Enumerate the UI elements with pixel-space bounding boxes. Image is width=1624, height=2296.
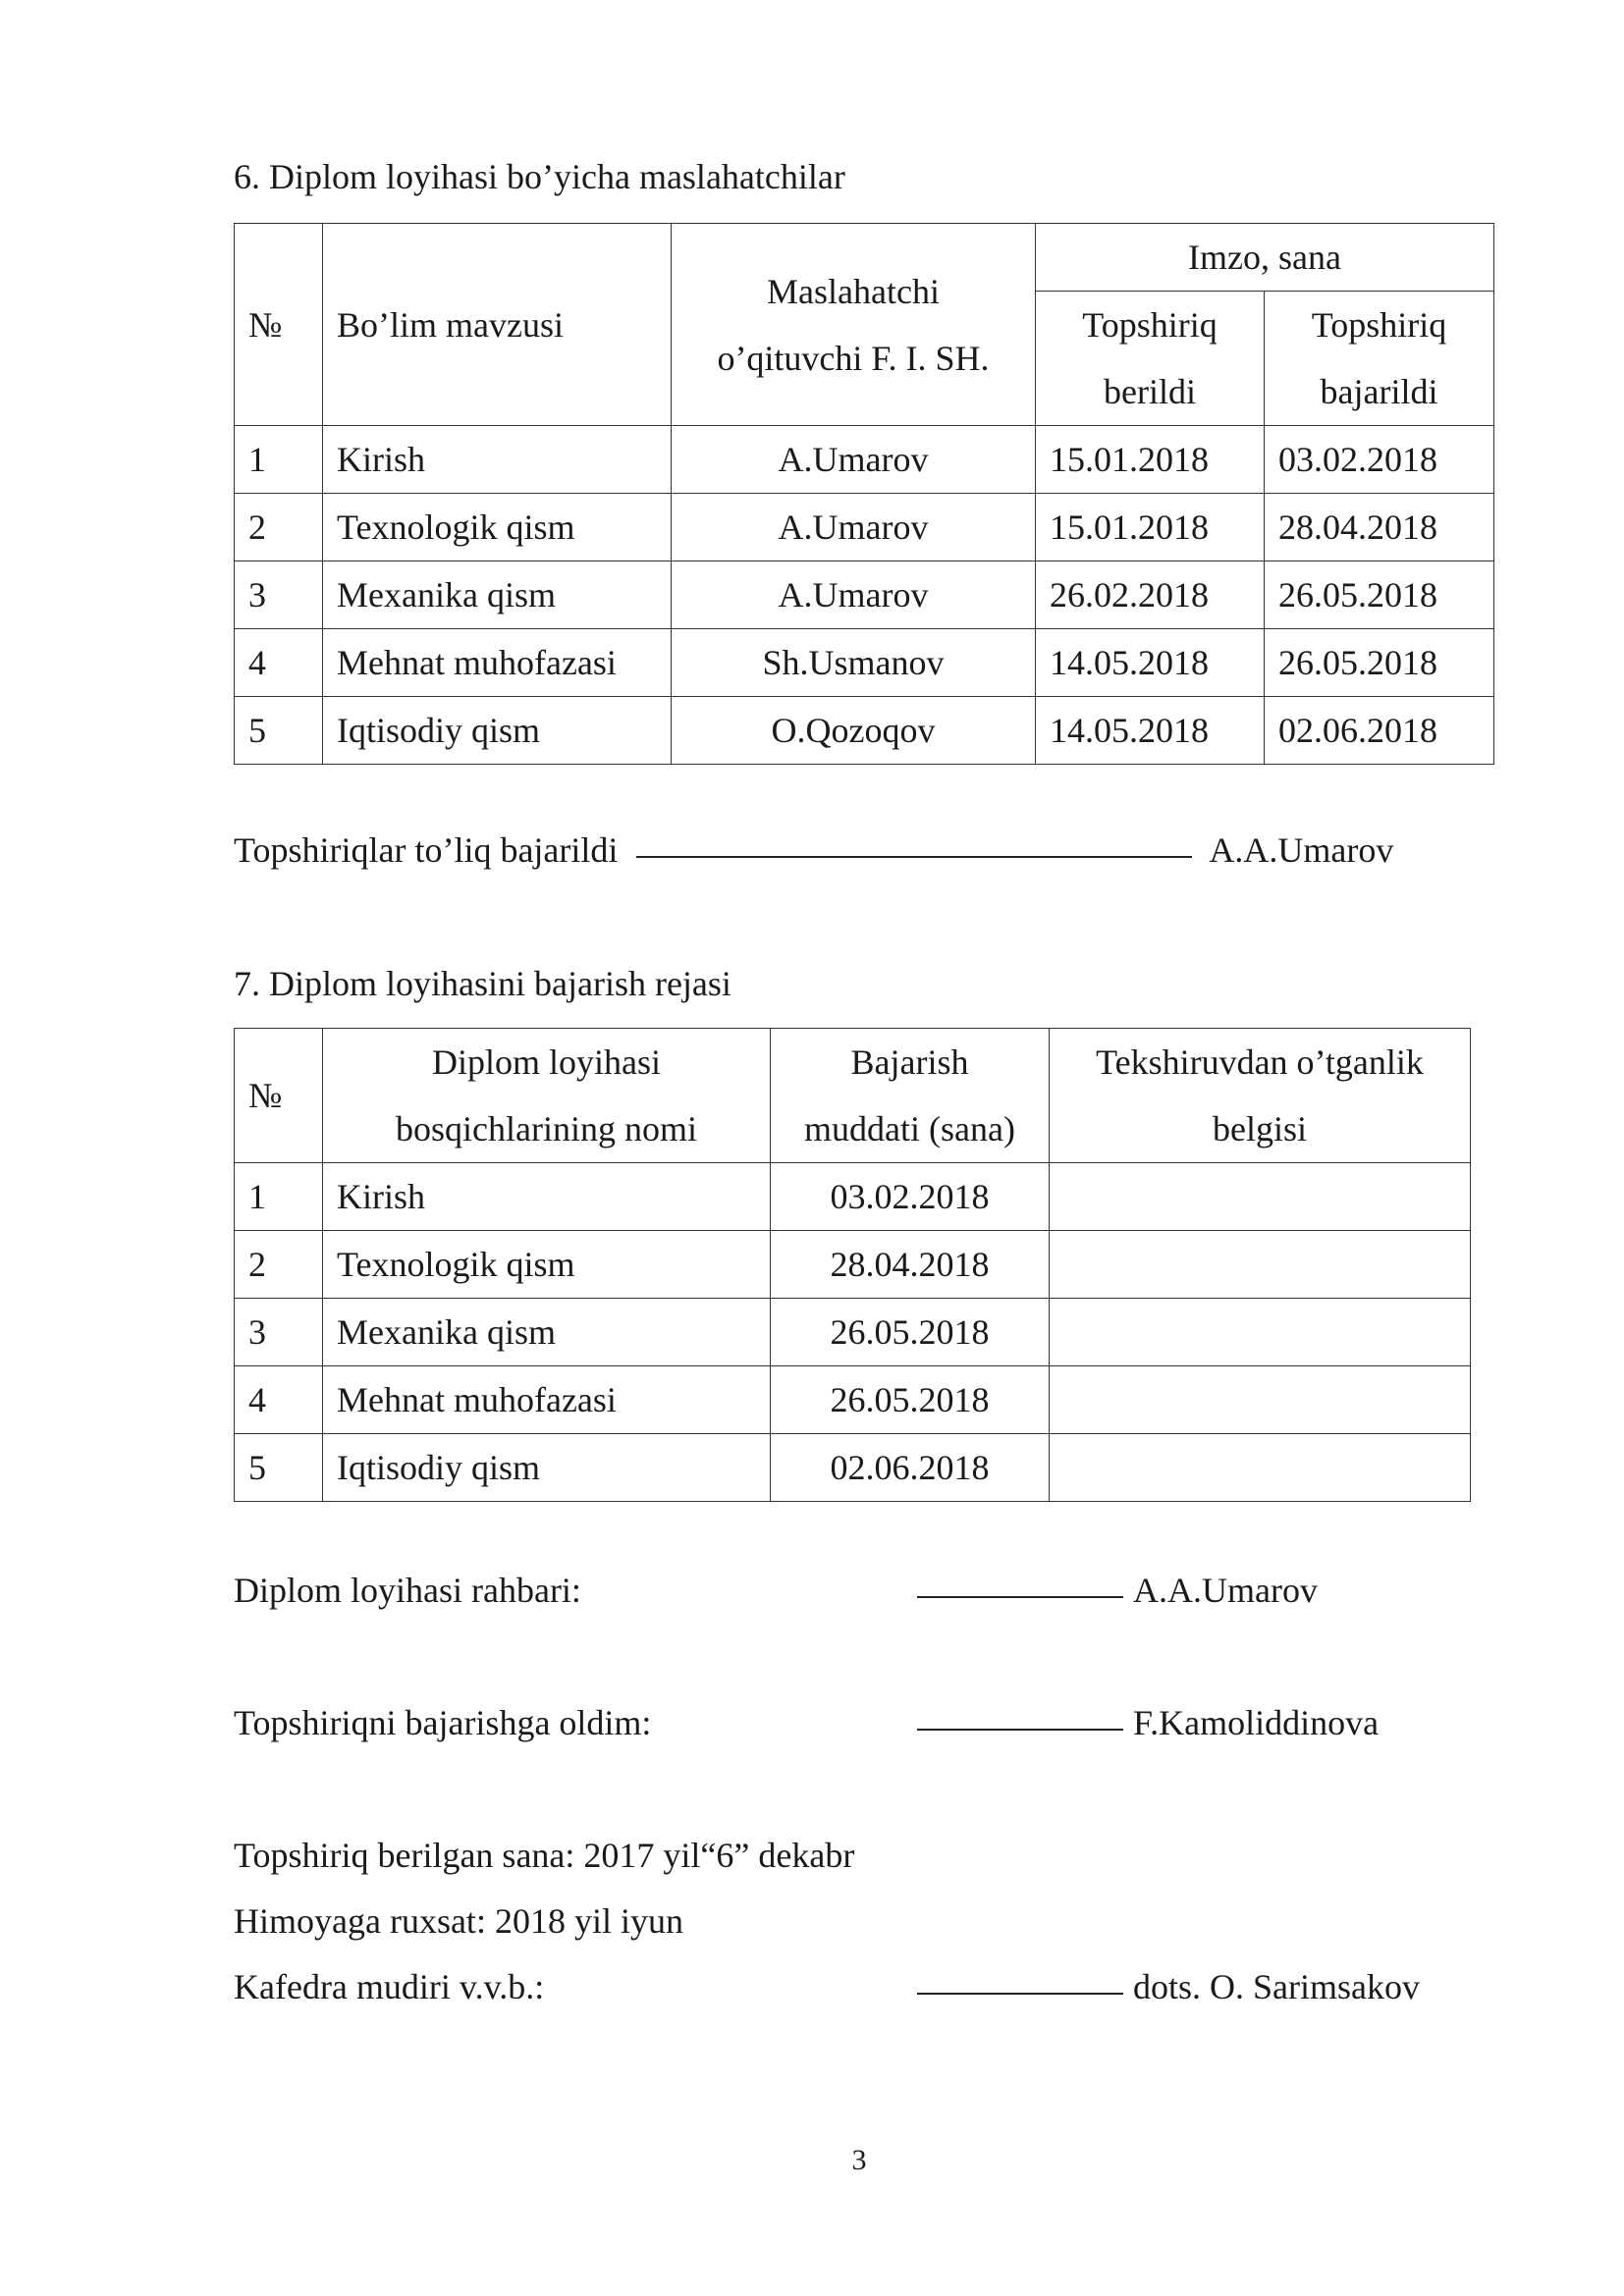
row-num: 5 — [235, 697, 323, 765]
row-done: 26.05.2018 — [1265, 629, 1494, 697]
defense-permit: Himoyaga ruxsat: 2018 yil iyun — [234, 1901, 683, 1941]
row-check — [1050, 1366, 1471, 1434]
table-row — [235, 561, 1494, 629]
row-check — [1050, 1434, 1471, 1502]
row-done: 03.02.2018 — [1265, 426, 1494, 494]
row-deadline: 03.02.2018 — [771, 1163, 1050, 1231]
row-deadline: 02.06.2018 — [771, 1434, 1050, 1502]
row-advisor: Sh.Usmanov — [672, 629, 1036, 697]
table-row — [235, 1434, 1471, 1502]
row-stage: Texnologik qism — [323, 1231, 771, 1299]
row-num: 3 — [235, 561, 323, 629]
header-sign-date: Imzo, sana — [1036, 224, 1494, 292]
row-advisor: A.Umarov — [672, 494, 1036, 561]
supervisor-label: Diplom loyihasi rahbari: — [234, 1571, 581, 1610]
signature-blank — [917, 1993, 1123, 1995]
row-num: 2 — [235, 1231, 323, 1299]
tasks-completed-line — [234, 828, 1393, 872]
row-given: 15.01.2018 — [1036, 426, 1265, 494]
supervisor-name: A.A.Umarov — [1133, 1571, 1318, 1610]
header-deadline: Bajarish muddati (sana) — [771, 1029, 1050, 1163]
header-advisor: Maslahatchi o’qituvchi F. I. SH. — [672, 224, 1036, 426]
advisors-table — [234, 223, 1494, 765]
row-num: 4 — [235, 629, 323, 697]
row-num: 4 — [235, 1366, 323, 1434]
row-stage: Kirish — [323, 1163, 771, 1231]
row-stage: Mehnat muhofazasi — [323, 1366, 771, 1434]
row-topic: Iqtisodiy qism — [323, 697, 672, 765]
accepted-name: F.Kamoliddinova — [1133, 1703, 1380, 1742]
table-row — [235, 1366, 1471, 1434]
plan-table — [234, 1028, 1471, 1502]
row-check — [1050, 1299, 1471, 1366]
header-done: Topshiriq bajarildi — [1265, 292, 1494, 426]
row-given: 14.05.2018 — [1036, 697, 1265, 765]
header-stage: Diplom loyihasi bosqichlarining nomi — [323, 1029, 771, 1163]
supervisor-signature — [917, 1569, 1318, 1612]
table-row — [235, 494, 1494, 561]
table-row — [235, 697, 1494, 765]
table-row — [235, 1231, 1471, 1299]
row-advisor: A.Umarov — [672, 426, 1036, 494]
header-check: Tekshiruvdan o’tganlik belgisi — [1050, 1029, 1471, 1163]
row-done: 26.05.2018 — [1265, 561, 1494, 629]
table-row — [235, 629, 1494, 697]
row-num: 1 — [235, 426, 323, 494]
row-check — [1050, 1163, 1471, 1231]
row-advisor: A.Umarov — [672, 561, 1036, 629]
row-num: 5 — [235, 1434, 323, 1502]
row-num: 2 — [235, 494, 323, 561]
table-row — [235, 1299, 1471, 1366]
head-label: Kafedra mudiri v.v.b.: — [234, 1967, 545, 2006]
row-deadline: 26.05.2018 — [771, 1366, 1050, 1434]
signature-blank — [917, 1596, 1123, 1598]
issued-date: Topshiriq berilgan sana: 2017 yil“6” dekabr — [234, 1836, 855, 1875]
row-given: 26.02.2018 — [1036, 561, 1265, 629]
row-check — [1050, 1231, 1471, 1299]
row-topic: Mexanika qism — [323, 561, 672, 629]
row-done: 02.06.2018 — [1265, 697, 1494, 765]
tasks-completed-name: A.A.Umarov — [1209, 830, 1394, 870]
header-num: № — [235, 224, 323, 426]
row-advisor: O.Qozoqov — [672, 697, 1036, 765]
accepted-label: Topshiriqni bajarishga oldim: — [234, 1703, 652, 1742]
accepted-signature — [917, 1701, 1379, 1744]
signature-blank — [917, 1729, 1123, 1731]
header-topic: Bo’lim mavzusi — [323, 224, 672, 426]
row-done: 28.04.2018 — [1265, 494, 1494, 561]
row-stage: Mexanika qism — [323, 1299, 771, 1366]
row-deadline: 26.05.2018 — [771, 1299, 1050, 1366]
header-num: № — [235, 1029, 323, 1163]
row-topic: Kirish — [323, 426, 672, 494]
page-number: 3 — [851, 2144, 867, 2176]
table-row — [235, 426, 1494, 494]
row-given: 15.01.2018 — [1036, 494, 1265, 561]
head-signature — [917, 1965, 1420, 2008]
row-given: 14.05.2018 — [1036, 629, 1265, 697]
table-row — [235, 1163, 1471, 1231]
section6-title: 6. Diplom loyihasi bo’yicha maslahatchilar — [234, 157, 845, 196]
row-stage: Iqtisodiy qism — [323, 1434, 771, 1502]
head-name: dots. O. Sarimsakov — [1133, 1967, 1420, 2006]
header-given: Topshiriq berildi — [1036, 292, 1265, 426]
tasks-completed-label: Topshiriqlar to’liq bajarildi — [234, 830, 619, 870]
row-topic: Mehnat muhofazasi — [323, 629, 672, 697]
signature-blank — [636, 856, 1192, 858]
row-num: 1 — [235, 1163, 323, 1231]
row-deadline: 28.04.2018 — [771, 1231, 1050, 1299]
row-num: 3 — [235, 1299, 323, 1366]
row-topic: Texnologik qism — [323, 494, 672, 561]
section7-title: 7. Diplom loyihasini bajarish rejasi — [234, 964, 731, 1003]
